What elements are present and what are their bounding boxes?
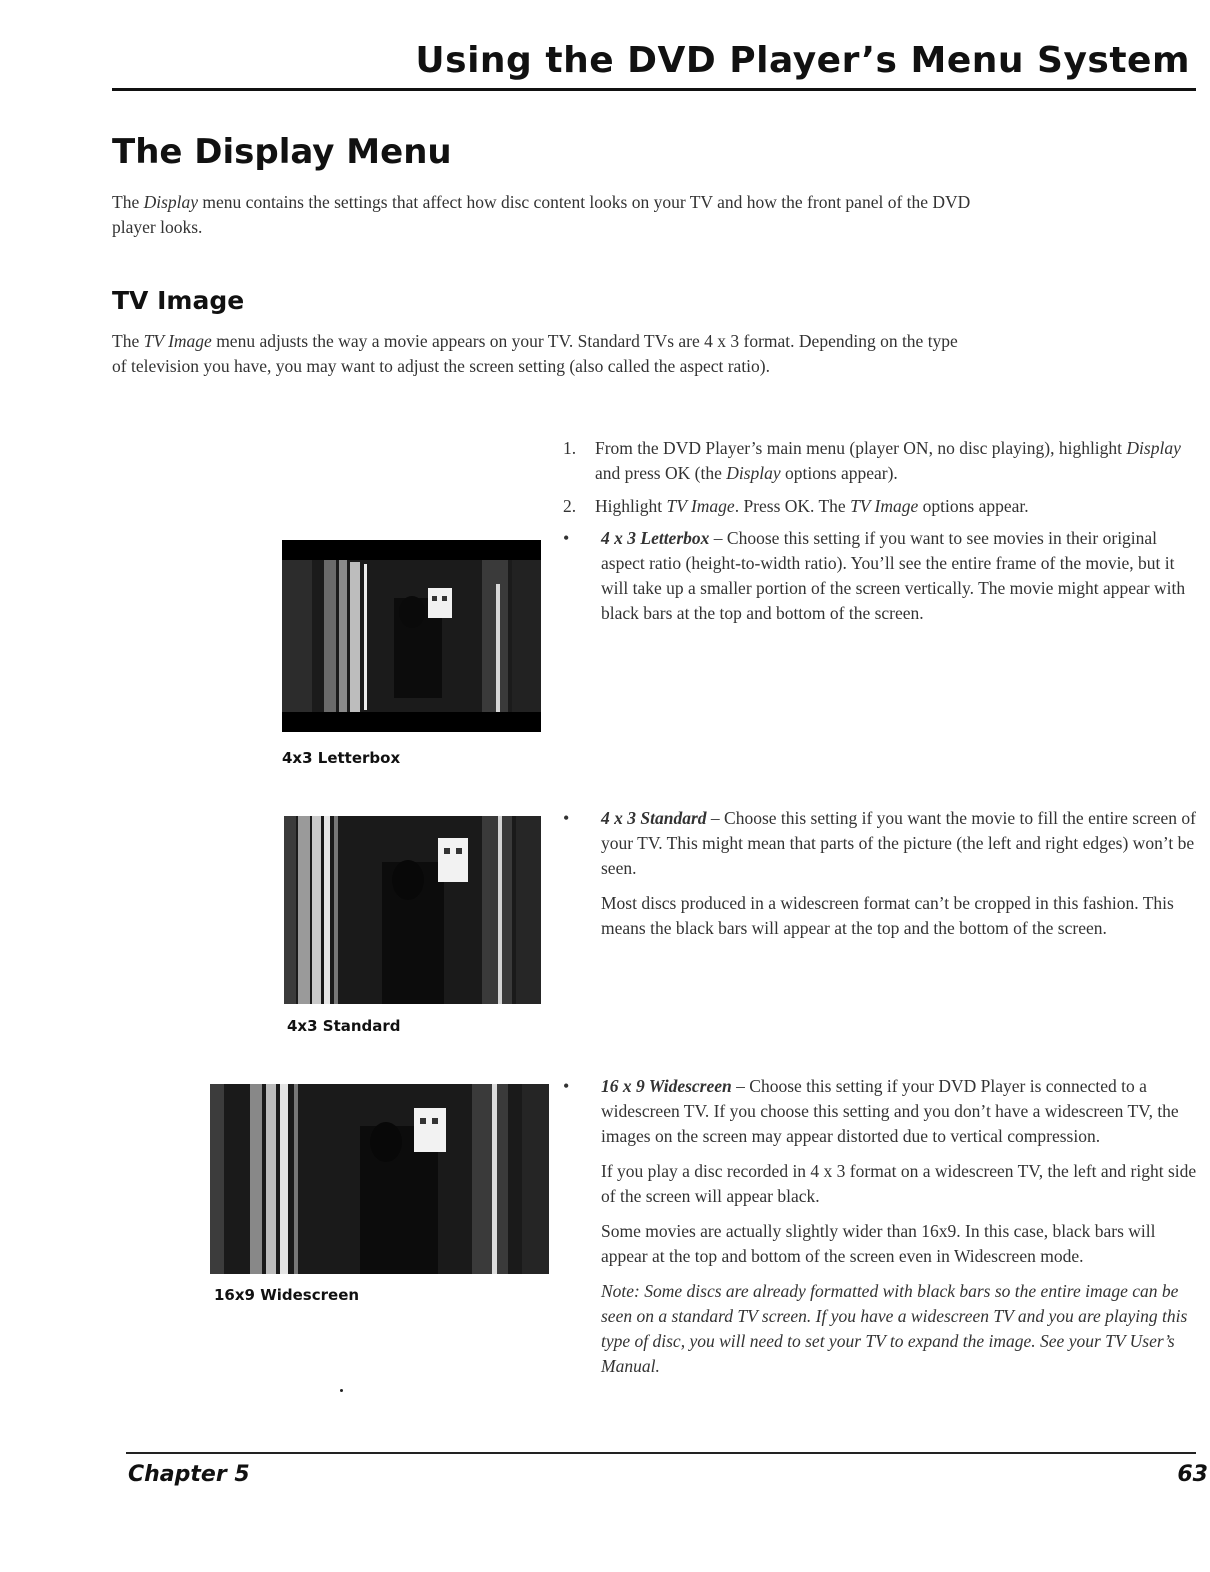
step-text: Highlight bbox=[595, 496, 667, 516]
letterbox-photo bbox=[282, 540, 541, 732]
step-text: options appear. bbox=[918, 496, 1029, 516]
footer-divider bbox=[126, 1452, 1196, 1454]
option-note: Note: Some discs are already formatted with black bars so the entire image can be seen on a standard TV screen. If you have a widescreen TV and you are playing this type of disc, you will need to set your TV to expand the image. See your TV User’s Manual. bbox=[601, 1281, 1188, 1376]
option-term: 16 x 9 Widescreen bbox=[601, 1076, 732, 1096]
tv-image-intro bbox=[112, 329, 972, 379]
step-term: Display bbox=[1126, 438, 1181, 458]
header-divider bbox=[112, 88, 1196, 91]
option-bullet-item bbox=[563, 806, 1203, 881]
option-extra-text: Most discs produced in a widescreen format can’t be cropped in this fashion. This means the black bars will appear at the top and the bottom of the screen. bbox=[601, 893, 1174, 938]
option-dash: – bbox=[709, 528, 727, 548]
chapter-label: Chapter 5 bbox=[128, 1462, 250, 1487]
tv-intro-text-1: The bbox=[112, 331, 144, 351]
bullet-icon: • bbox=[563, 808, 570, 828]
step-term: TV Image bbox=[850, 496, 919, 516]
option-bullet-item bbox=[563, 526, 1203, 626]
step-number: 2. bbox=[563, 496, 577, 516]
option-letterbox bbox=[563, 526, 1203, 626]
option-description: Choose this setting if your DVD Player is connected to a widescreen TV. If you choose this setting and you don’t have a widescreen TV, the images on the screen may appear distorted due to vertical compression. bbox=[601, 1076, 1179, 1146]
step-text: options appear). bbox=[780, 463, 898, 483]
step-item bbox=[563, 436, 1203, 486]
option-extra-text: If you play a disc recorded in 4 x 3 format on a widescreen TV, the left and right side of the screen will appear black. bbox=[601, 1161, 1197, 1206]
option-dash: – bbox=[731, 1076, 750, 1096]
option-description: Choose this setting if you want to see movies in their original aspect ratio (height-to-width ratio). You’ll see the entire frame of the movie, but it will take up a smaller portion of the screen vertically. The movie might appear with black bars at the top and bottom of the screen. bbox=[601, 528, 1186, 623]
section-title: The Display Menu bbox=[112, 132, 452, 172]
subsection-title: TV Image bbox=[112, 286, 245, 315]
page-number: 63 bbox=[1177, 1462, 1208, 1487]
step-number: 1. bbox=[563, 438, 577, 458]
step-term: Display bbox=[726, 463, 781, 483]
section-intro bbox=[112, 190, 972, 240]
option-term: 4 x 3 Standard bbox=[601, 808, 707, 828]
bullet-icon: • bbox=[563, 1076, 570, 1096]
tv-intro-text-2: menu adjusts the way a movie appears on your TV. Standard TVs are 4 x 3 format. Depending on the type of television you have, you may want to adjust the screen setting (also called the aspect ratio). bbox=[112, 331, 958, 376]
step-text: . Press OK. The bbox=[734, 496, 851, 516]
option-standard bbox=[563, 806, 1203, 941]
steps-list bbox=[563, 436, 1203, 527]
step-term: TV Image bbox=[666, 496, 735, 516]
option-description: Choose this setting if you want the movie to fill the entire screen of your TV. This might mean that parts of the picture (the left and right edges) won’t be seen. bbox=[601, 808, 1196, 878]
bullet-icon: • bbox=[563, 528, 570, 548]
photo-caption: 16x9 Widescreen bbox=[214, 1286, 360, 1304]
option-term: 4 x 3 Letterbox bbox=[601, 528, 710, 548]
photo-caption: 4x3 Letterbox bbox=[282, 749, 401, 767]
widescreen-photo bbox=[210, 1084, 549, 1274]
option-extra-text: Some movies are actually slightly wider than 16x9. In this case, black bars will appear at the top and bottom of the screen even in Widescreen mode. bbox=[601, 1221, 1156, 1266]
step-text: and press OK (the bbox=[595, 463, 727, 483]
step-text: From the DVD Player’s main menu (player ON, no disc playing), highlight bbox=[595, 438, 1127, 458]
page-header-title: Using the DVD Player’s Menu System bbox=[415, 40, 1190, 81]
intro-display-term: Display bbox=[143, 192, 199, 212]
step-item bbox=[563, 494, 1203, 519]
print-speck bbox=[340, 1389, 343, 1392]
intro-text-1: The bbox=[112, 192, 144, 212]
option-bullet-item bbox=[563, 1074, 1203, 1149]
option-dash: – bbox=[706, 808, 725, 828]
option-widescreen bbox=[563, 1074, 1203, 1379]
intro-text-2: menu contains the settings that affect how disc content looks on your TV and how the front panel of the DVD player looks. bbox=[112, 192, 971, 237]
tv-intro-term: TV Image bbox=[143, 331, 212, 351]
photo-caption: 4x3 Standard bbox=[287, 1017, 401, 1035]
standard-photo bbox=[284, 816, 541, 1004]
